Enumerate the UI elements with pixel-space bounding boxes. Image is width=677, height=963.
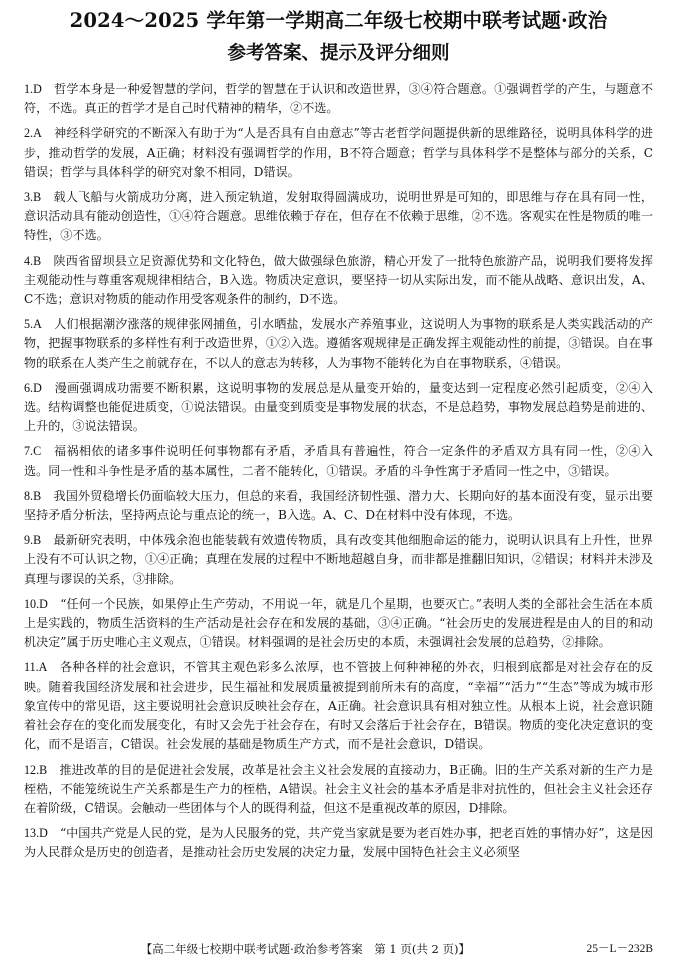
answer-text: 最新研究表明，中体残余泡也能装载有效遗传物质，具有改变其他细胞命运的能力，说明认识具有上升性，世界上没有不可认识之物，①④正确；真理在发展的过程中不断地超越自身，而非都是推翻旧知识，②错误；材料并未涉及真理与谬误的关系，③排除。 (24, 533, 653, 586)
answer-item (24, 824, 653, 862)
answer-text: 哲学本身是一种爱智慧的学问，哲学的智慧在于认识和改造世界，③④符合题意。①强调哲学的产生，与题意不符，不选。真正的哲学才是自己时代精神的精华，②不选。 (24, 82, 653, 116)
answer-item (24, 761, 653, 819)
answer-item (24, 252, 653, 310)
answer-number: 3.B (24, 190, 42, 205)
answer-list (24, 80, 653, 863)
answer-item (24, 442, 653, 480)
answer-text: 福祸相依的诸多事件说明任何事物都有矛盾，矛盾具有普遍性，符合一定条件的矛盾双方具有同一性，②④入选。同一性和斗争性是矛盾的基本属性，二者不能转化，①错误。矛盾的斗争性寓于矛盾同一性之中，③错误。 (24, 444, 653, 478)
answer-number: 7.C (24, 444, 42, 459)
answer-number: 9.B (24, 533, 42, 548)
answer-item (24, 80, 653, 118)
answer-text: “中国共产党是人民的党，是为人民服务的党，共产党当家就是要为老百姓办事，把老百姓的事情办好”，这是因为人民群众是历史的创造者，是推动社会历史发展的决定力量，发展中国特色社会主义必须坚 (24, 826, 653, 860)
page-footer (24, 941, 653, 957)
answer-text: 陕西省留坝县立足资源优势和文化特色，做大做强绿色旅游，精心开发了一批特色旅游产品，说明我们要将发挥主观能动性与尊重客观规律相结合，B入选。物质决定意识，要坚持一切从实际出发，而不能从战略、意识出发，A、C不选；意识对物质的能动作用受客观条件的制约，D不选。 (24, 253, 653, 307)
answer-number: 1.D (24, 82, 42, 96)
answer-item (24, 379, 653, 437)
answer-text: 推进改革的目的是促进社会发展，改革是社会主义社会发展的直接动力，B正确。旧的生产关系对新的生产力是桎梏，不能笼统说生产关系都是生产力的桎梏，A错误。社会主义社会的基本矛盾是非对抗性的，但社会主义社会还存在着阶级，C错误。会触动一些团体与个人的既得利益，但这不是重视改革的原因，D排除。 (24, 762, 653, 815)
answer-number: 4.B (24, 253, 42, 268)
answer-item (24, 315, 653, 373)
answer-text: 神经科学研究的不断深入有助于为“人是否具有自由意志”等古老哲学问题提供新的思维路径，说明具体科学的进步，推动哲学的发展，A正确；材料没有强调哲学的作用，B不符合题意；哲学与具体科学不是整体与部分的关系，C错误；哲学与具体科学的研究对象不相同，D错误。 (24, 126, 653, 179)
answer-item (24, 658, 653, 754)
answer-number: 12.B (24, 762, 48, 777)
answer-text: “任何一个民族，如果停止生产劳动，不用说一年，就是几个星期，也要灭亡。”表明人类的全部社会生活在本质上是实践的，物质生活资料的生产活动是社会存在和发展的基础，③④正确。“社会历史的发展进程是由人的目的和动机决定”属于历史唯心主义观点，①错误。材料强调的是社会历史的本质，未强调社会发展的总趋势，②排除。 (24, 596, 653, 650)
answer-text: 人们根据潮汐涨落的规律张网捕鱼，引水晒盐，发展水产养殖事业，这说明人为事物的联系是人类实践活动的产物，把握事物联系的多样性有利于改造世界，①②入选。遵循客观规律是正确发挥主观能动性的前提，③错误。自在事物的联系在人类产生之前就存在，不以人的意志为转移，人为事物不能转化为自在事物联系，④错误。 (24, 317, 653, 370)
answer-text: 各种各样的社会意识，不管其主观色彩多么浓厚，也不管披上何种神秘的外衣，归根到底都是对社会存在的反映。随着我国经济发展和社会进步，民生福祉和发展质量被提到前所未有的高度，“幸福”“活力”“生态”等成为城市形象宣传中的常见语，这主要说明社会意识反映社会存在，A正确。社会意识具有相对独立性。从根本上说，社会意识随着社会存在的变化而发展变化，有时又会先于社会存在，有时又会落后于社会存在，B错误。物质的变化决定意识的变化，而不是语言，C错误。社会发展的基础是物质生产方式，而不是社会意识，D错误。 (24, 660, 653, 752)
answer-text: 载人飞船与火箭成功分离，进入预定轨道，发射取得圆满成功，说明世界是可知的，即思维与存在具有同一性，意识活动具有能动创造性，①④符合题意。思维依赖于存在，但存在不依赖于思维，②不选。客观实在性是物质的唯一特性，③不选。 (24, 190, 653, 243)
answer-text: 漫画强调成功需要不断积累，这说明事物的发展总是从量变开始的，量变达到一定程度必然引起质变，②④入选。结构调整也能促进质变，①说法错误。由量变到质变是事物发展的状态，不是总趋势，事物发展总趋势是前进的、上升的，③说法错误。 (24, 380, 653, 434)
answer-number: 6.D (24, 380, 42, 395)
answer-number: 2.A (24, 126, 42, 141)
answer-item (24, 595, 653, 653)
answer-number: 8.B (24, 488, 42, 503)
footer-exam-code: 25－L－232B (586, 943, 653, 955)
answer-number: 5.A (24, 317, 42, 332)
page-subtitle: 参考答案、提示及评分细则 (227, 43, 450, 64)
answer-number: 13.D (24, 826, 48, 841)
answer-item (24, 124, 653, 182)
page-title: 2024～2025 学年第一学期高二年级七校期中联考试题·政治 (69, 9, 608, 32)
answer-number: 11.A (24, 660, 48, 675)
footer-page-info: 【高二年级七校期中联考试题·政治参考答案 第 1 页(共 2 页)】 (140, 942, 470, 956)
answer-number: 10.D (24, 596, 48, 611)
answer-item (24, 188, 653, 246)
answer-item (24, 487, 653, 525)
answer-text: 我国外贸稳增长仍面临较大压力，但总的来看，我国经济韧性强、潜力大、长期向好的基本面没有变，显示出要坚持矛盾分析法，坚持两点论与重点论的统一，B入选。A、C、D在材料中没有体现，不选。 (24, 488, 653, 523)
answer-item (24, 531, 653, 589)
